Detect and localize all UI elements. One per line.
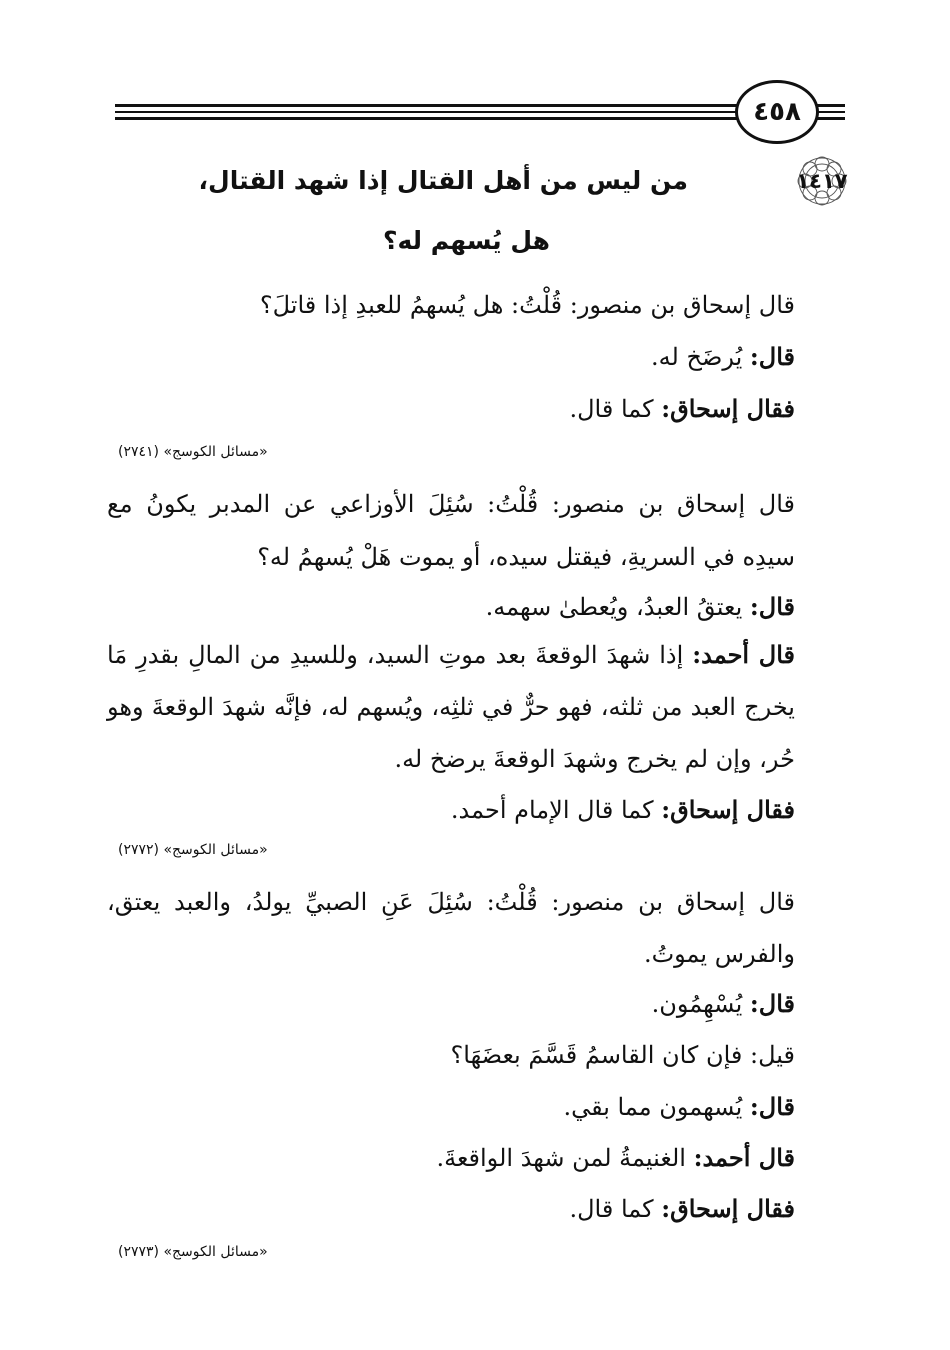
chapter-number: ١٤١٧	[796, 169, 848, 193]
entry-2-line-4	[107, 638, 795, 672]
chapter-title-line-1: من ليس من أهل القتال إذا شهد القتال،	[198, 166, 688, 195]
entry-3-line-3	[652, 987, 795, 1021]
line-text: يُرضَخ له.	[651, 343, 750, 371]
line-text: كما قال.	[569, 395, 662, 423]
line-text: قال إسحاق بن منصور: قُلْتُ: سُئِلَ عَنِ الصبيِّ يولدُ، والعبد يعتق،	[107, 888, 796, 916]
speaker-label: قال:	[749, 1092, 795, 1121]
entry-1-line-1	[260, 288, 795, 322]
entry-1-line-2	[651, 340, 795, 374]
entry-2-line-2	[257, 540, 795, 574]
entry-1-line-3	[569, 392, 795, 426]
line-text: حُر، وإن لم يخرج وشهدَ الوقعةَ يرضخ له.	[394, 745, 795, 773]
speaker-label: قال:	[749, 989, 795, 1018]
source-citation-3: «مسائل الكوسج» (٢٧٧٣)	[118, 1244, 268, 1260]
chapter-ornament	[796, 155, 848, 207]
line-text: كما قال الإمام أحمد.	[450, 796, 662, 824]
entry-3-line-7	[569, 1192, 795, 1226]
source-citation-2: «مسائل الكوسج» (٢٧٧٢)	[118, 842, 268, 858]
speaker-label: قال أحمد:	[693, 1143, 795, 1172]
line-text: يعتقُ العبدُ، ويُعطىٰ سهمه.	[485, 593, 750, 621]
line-text: الغنيمةُ لمن شهدَ الواقعةَ.	[436, 1144, 694, 1172]
line-text: قال إسحاق بن منصور: قُلْتُ: سُئِلَ الأوزاعي عن المدبر يكونُ مع	[107, 490, 795, 518]
speaker-label: قال:	[749, 592, 795, 621]
entry-3-line-5	[563, 1090, 795, 1124]
entry-2-line-6	[394, 742, 795, 776]
speaker-label: قال:	[749, 342, 795, 371]
speaker-label: فقال إسحاق:	[661, 394, 795, 423]
line-text: سيدِه في السريةِ، فيقتل سيده، أو يموت هَلْ يُسهمُ له؟	[257, 543, 795, 571]
entry-3-line-1	[107, 885, 795, 919]
line-text: يُسْهِمُون.	[651, 990, 750, 1018]
line-text: قال إسحاق بن منصور: قُلْتُ: هل يُسهمُ للعبدِ إذا قاتلَ؟	[259, 291, 795, 319]
line-text: والفرس يموتُ.	[643, 940, 795, 968]
speaker-label: فقال إسحاق:	[661, 1194, 795, 1223]
speaker-label: فقال إسحاق:	[661, 795, 795, 824]
entry-2-line-1	[107, 487, 795, 521]
line-text: قيل: فإن كان القاسمُ قَسَّمَ بعضَهَا؟	[450, 1041, 795, 1069]
entry-3-line-2	[644, 937, 795, 971]
entry-2-line-5	[107, 690, 795, 724]
source-citation-1: «مسائل الكوسج» (٢٧٤١)	[118, 444, 268, 460]
entry-2-line-7	[451, 793, 795, 827]
entry-3-line-6	[436, 1141, 795, 1175]
entry-3-line-4	[451, 1038, 795, 1072]
chapter-title-line-2: هل يُسهم له؟	[382, 226, 550, 255]
line-text: يُسهمون مما بقي.	[563, 1093, 750, 1121]
line-text: إذا شهدَ الوقعةَ بعد موتِ السيد، وللسيدِ من المالِ بقدرِ مَا	[107, 641, 693, 669]
speaker-label: قال أحمد:	[692, 640, 795, 669]
line-text: يخرج العبد من ثلثه، فهو حرٌّ في ثلثِه، ويُسهم له، فإنَّه شهدَ الوقعةَ وهو	[107, 693, 795, 721]
page-number: ٤٥٨	[735, 80, 819, 144]
line-text: كما قال.	[569, 1195, 662, 1223]
entry-2-line-3	[486, 590, 795, 624]
